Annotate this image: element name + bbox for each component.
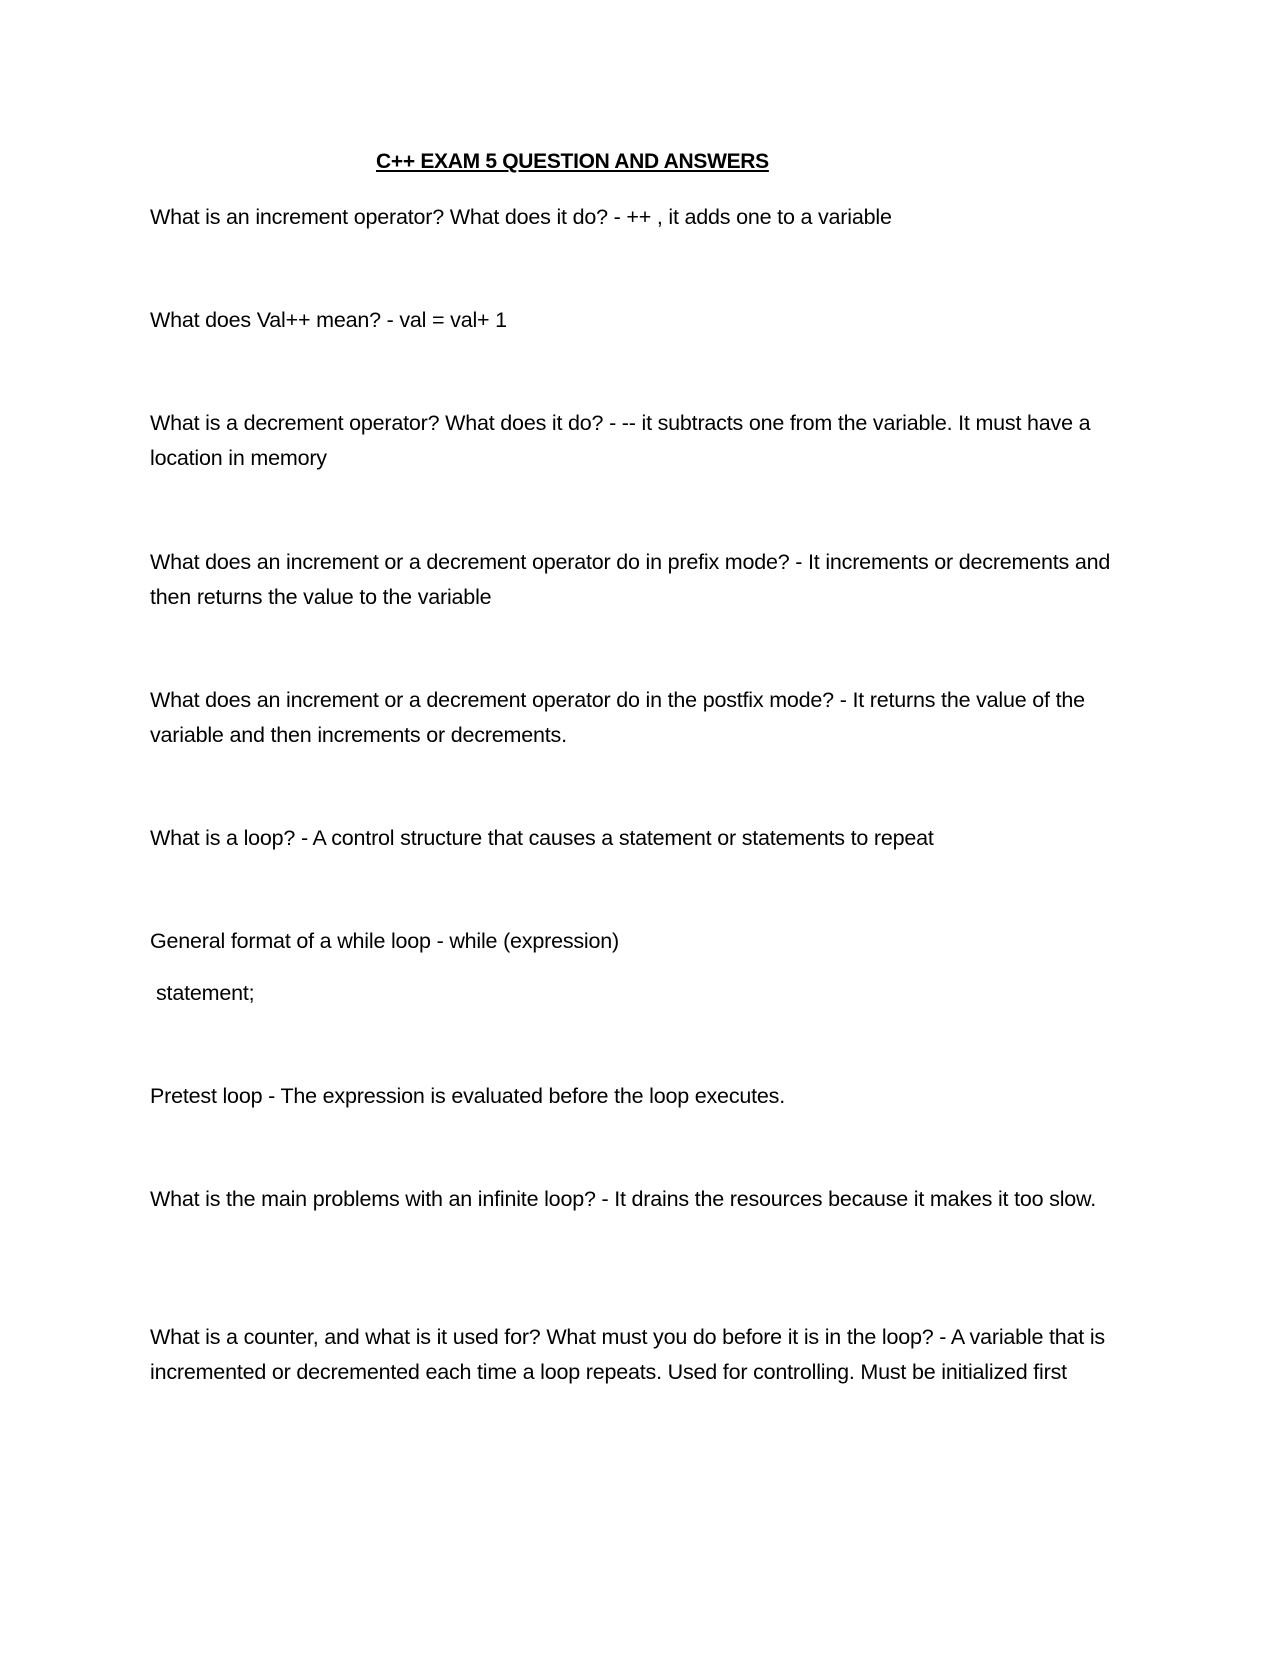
paragraph-postfix-mode: What does an increment or a decrement operator do in the postfix mode? - It returns the value of the variable and then increments or decrements.: [150, 688, 1085, 747]
document-title: C++ EXAM 5 QUESTION AND ANSWERS: [376, 150, 769, 173]
paragraph-increment-operator: What is an increment operator? What does it do? - ++ , it adds one to a variable: [150, 205, 892, 229]
paragraph-infinite-loop: What is the main problems with an infinite loop? - It drains the resources because it makes it too slow.: [150, 1187, 1096, 1211]
paragraph-while-format: General format of a while loop - while (expression): [150, 929, 619, 953]
paragraph-pretest-loop: Pretest loop - The expression is evaluated before the loop executes.: [150, 1084, 785, 1108]
paragraph-counter: What is a counter, and what is it used for? What must you do before it is in the loop? - A variable that is incremented or decremented each time a loop repeats. Used for controlling. Must be initialized first: [150, 1325, 1105, 1384]
paragraph-decrement-operator: What is a decrement operator? What does it do? - -- it subtracts one from the variable. It must have a location in memory: [150, 411, 1091, 470]
paragraph-loop: What is a loop? - A control structure that causes a statement or statements to repeat: [150, 826, 934, 850]
paragraph-statement: statement;: [156, 981, 255, 1005]
paragraph-val-plus-plus: What does Val++ mean? - val = val+ 1: [150, 308, 507, 332]
paragraph-prefix-mode: What does an increment or a decrement operator do in prefix mode? - It increments or decrements and then returns the value to the variable: [150, 550, 1111, 609]
